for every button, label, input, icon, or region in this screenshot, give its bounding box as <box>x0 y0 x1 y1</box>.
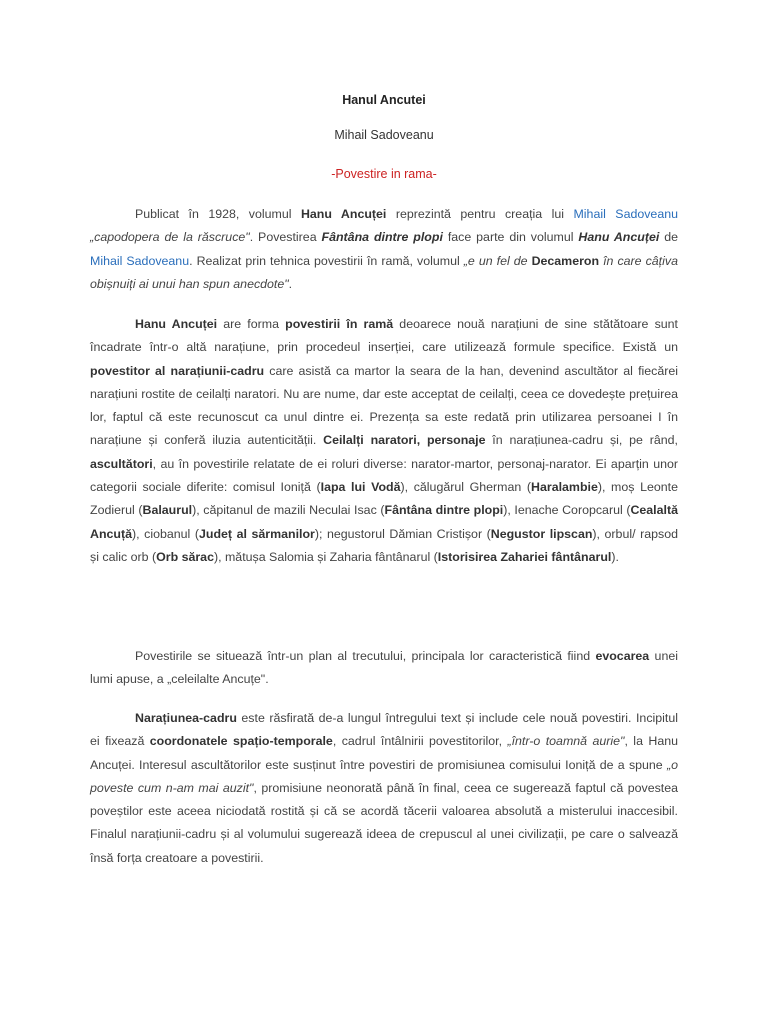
text-span: ), orbul/ rapsod și calic orb ( <box>90 526 678 564</box>
text-span: reprezintă pentru creația lui <box>386 207 574 221</box>
paragraph-frame-narrative <box>90 707 678 870</box>
bold-span: Iapa lui Vodă <box>320 480 401 495</box>
text-span: de <box>659 230 679 245</box>
text-span: ), călugărul Gherman ( <box>400 480 532 495</box>
text-span: ), Ienache Coropcarul ( <box>503 503 631 518</box>
bold-span: coordonatele spațio-temporale <box>149 734 333 749</box>
bold-span: Ceilalți naratori, personaje <box>323 433 486 448</box>
text-span: Publicat în 1928, volumul <box>135 207 301 221</box>
paragraph-past <box>90 645 678 692</box>
italic-span: „capodopera de la răscruce" <box>90 230 250 245</box>
text-span: ), moș Leonte Zodierul ( <box>90 480 678 518</box>
text-span: deoarece nouă narațiuni de sine stătătoare sunt încadrate într-o altă narațiune, prin procedeul inserției, care utilizează formule specifice. Există un <box>90 317 678 355</box>
italic-span: „o poveste cum n-am mai auzit" <box>90 757 678 795</box>
bold-italic-span: Hanu Ancuței <box>578 230 660 245</box>
text-span: , la Hanu Ancuței. Interesul ascultătorilor este susținut între povestiri de promisiunea comisului Ioniță de a spune <box>90 734 679 772</box>
text-span: care asistă ca martor la seara de la han, devenind ascultător al fiecărei narațiuni rostite de ceilalți naratori. Nu are nume, dar este acceptat de ceilalți, ceea ce dovedește prețuirea lor, faptul că este recunoscut ca unul dintre ei. Prezența sa este redată prin utilizarea persoanei I în narațiune și conferă iluzia autenticității. <box>90 363 679 448</box>
text-span: , promisiune neonorată până în final, ceea ce sugerează faptul că povestea poveștilor este aceea niciodată rostită și că se acordă tăcerii valoarea absolută a misterului inaccesibil. Finalul narațiunii-cadru și al volumului sugerează ideea de crepuscul al unei civilizații, pe care o salvează însă forța creatoare a povestirii. <box>90 780 679 865</box>
document-subtitle: -Povestire in rama- <box>331 167 437 181</box>
text-span: în narațiunea-cadru și, pe rând, <box>485 433 678 448</box>
document-author: Mihail Sadoveanu <box>334 128 434 142</box>
bold-span: Județ al sărmanilor <box>198 526 315 541</box>
bold-span: Negustor lipscan <box>490 526 593 541</box>
bold-span: Cealaltă Ancuță <box>90 503 678 541</box>
text-span: ), mătușa Salomia și Zaharia fântânarul ( <box>213 549 438 564</box>
bold-span: Haralambie <box>531 480 598 495</box>
text-span: , cadrul întâlnirii povestitorilor, <box>332 734 508 749</box>
text-span: , au în povestirile relatate de ei roluri diverse: narator-martor, personaj-narator. Ei aparțin unor categorii sociale diferite: comisul Ioniță ( <box>90 456 678 495</box>
bold-span: povestitor al narațiunii-cadru <box>90 363 265 378</box>
document-title: Hanul Ancutei <box>342 93 426 107</box>
text-span: . Povestirea <box>249 230 322 245</box>
text-span: Povestirile se situează într-un plan al trecutului, principala lor caracteristică fiind <box>135 649 596 663</box>
text-span: are forma <box>217 317 286 331</box>
italic-span: „într-o toamnă aurie" <box>507 734 625 749</box>
italic-span: în care câțiva obișnuiți ai unui han spun anecdote" <box>90 253 678 291</box>
bold-span: Istorisirea Zahariei fântânarul <box>437 549 612 564</box>
bold-span: Fântâna dintre plopi <box>384 503 504 518</box>
bold-span: Hanu Ancuței <box>300 207 387 221</box>
italic-span: „e un fel de <box>463 253 532 268</box>
text-span: . <box>288 276 293 291</box>
bold-span: evocarea <box>595 649 650 663</box>
bold-span: ascultători <box>90 456 153 471</box>
bold-span: Orb sărac <box>156 549 214 564</box>
bold-italic-span: Fântâna dintre plopi <box>321 230 443 245</box>
text-span: ). <box>611 549 619 564</box>
author-link[interactable]: Mihail Sadoveanu <box>90 253 190 268</box>
text-span: face parte din volumul <box>442 230 579 245</box>
text-span: ), căpitanul de mazili Neculai Isac ( <box>192 503 385 518</box>
bold-span: Balaurul <box>142 503 193 518</box>
text-span: unei lumi apuse, a „celeilalte Ancuțe". <box>90 649 678 687</box>
text-span: . Realizat prin tehnica povestirii în ramă, volumul <box>189 253 464 268</box>
paragraph-structure <box>90 313 678 569</box>
text-span: ), ciobanul ( <box>132 526 199 541</box>
paragraph-intro <box>90 203 678 296</box>
bold-span: povestirii în ramă <box>285 317 394 331</box>
text-span: ); negustorul Dămian Cristișor ( <box>314 526 491 541</box>
bold-span: Narațiunea-cadru <box>135 711 237 725</box>
text-span: este răsfirată de-a lungul întregului text și include cele nouă povestiri. Incipitul ei fixează <box>90 711 678 749</box>
bold-span: Decameron <box>531 253 600 268</box>
author-link[interactable]: Mihail Sadoveanu <box>573 207 679 221</box>
bold-span: Hanu Ancuței <box>135 317 218 331</box>
